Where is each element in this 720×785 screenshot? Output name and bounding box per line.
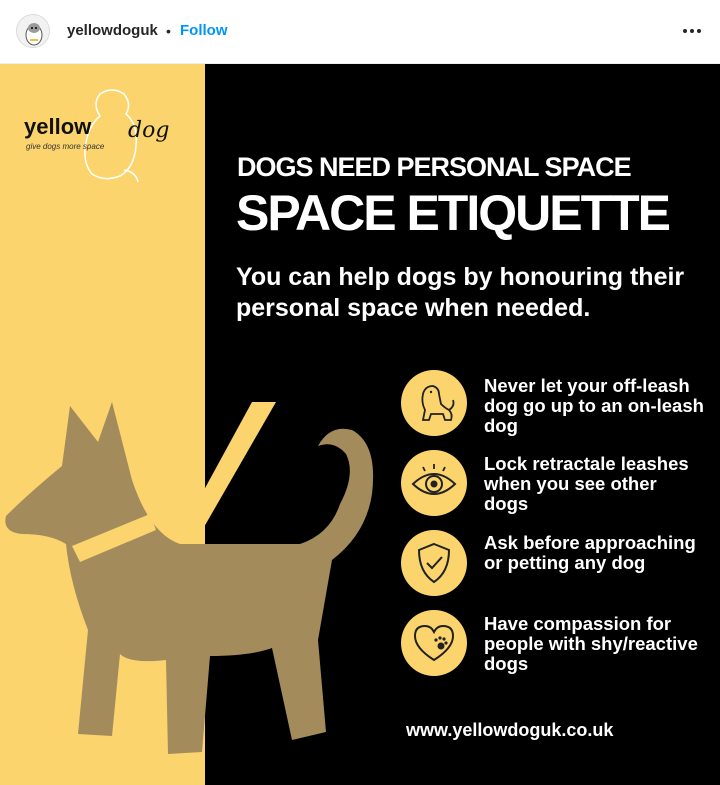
logo-word-dog: dog [128, 118, 170, 143]
post-header [0, 0, 720, 64]
tip-text-4: Have compassion for people with shy/reactive dogs [484, 613, 698, 674]
tip-text-2: Lock retractale leashes when you see other dogs [484, 453, 689, 514]
brand-logo [20, 84, 200, 194]
dog-body [5, 402, 373, 754]
website-url: www.yellowdoguk.co.uk [406, 720, 614, 740]
follow-button[interactable]: Follow [180, 22, 228, 39]
tip-text-3: Ask before approaching or petting any dog [484, 532, 696, 573]
headline-large: SPACE ETIQUETTE [236, 185, 670, 241]
post-image[interactable] [0, 64, 720, 785]
logo-tagline: give dogs more space [26, 142, 105, 151]
avatar[interactable] [16, 14, 50, 48]
heart-paw-icon [401, 610, 467, 676]
dog-avatar-icon [17, 15, 50, 48]
leash [180, 402, 276, 534]
dog-outline-icon [401, 370, 467, 436]
shield-check-icon [401, 530, 467, 596]
eye-icon [401, 450, 467, 516]
more-options-icon[interactable] [680, 18, 704, 44]
separator-dot: • [166, 23, 171, 39]
username[interactable]: yellowdoguk [67, 22, 158, 39]
tip-text-1: Never let your off-leash dog go up to an on-leash dog [484, 375, 704, 436]
logo-word-yellow: yellow [24, 114, 92, 139]
intro-text: You can help dogs by honouring their personal space when needed. [236, 263, 685, 322]
dog-silhouette [0, 384, 400, 785]
headline-small: DOGS NEED PERSONAL SPACE [237, 152, 631, 182]
